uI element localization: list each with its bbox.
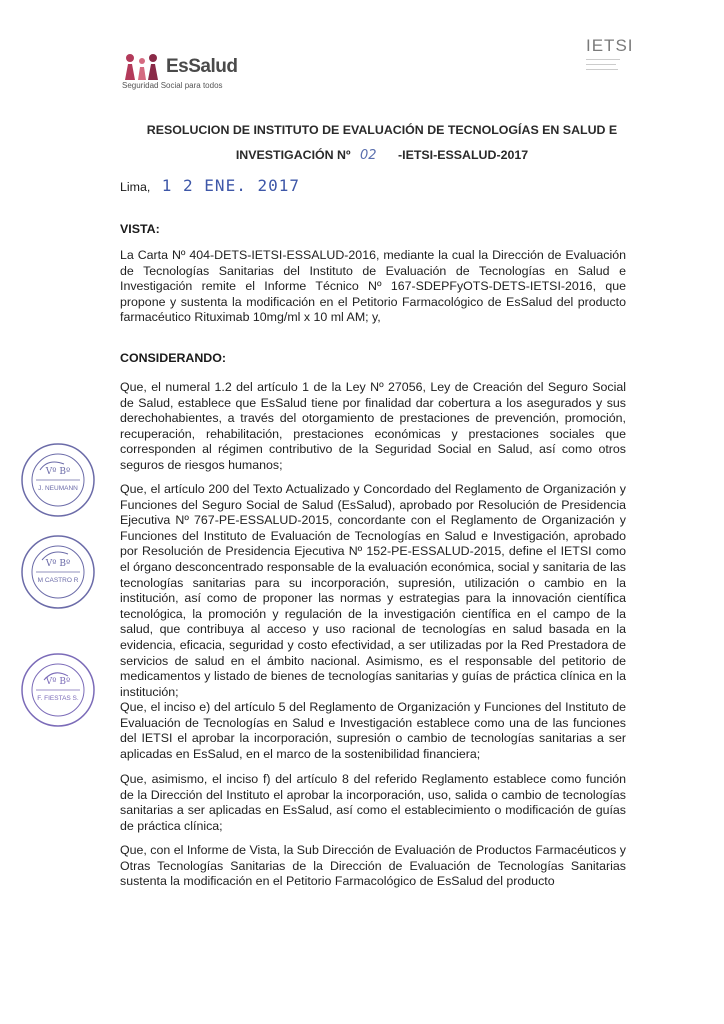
- considerando-paragraph: Que, asimismo, el inciso f) del artículo 8 del referido Reglamento establece como función de la Dirección del Instituto el aprobar la incorporación, uso, salida o cambio de tecnologías sanitarias a ser aplicadas en EsSalud, así como el establecimiento o modificación de guías de práctica clínica;: [120, 772, 626, 833]
- date-stamp: 1 2 ENE. 2017: [161, 176, 300, 195]
- ietsi-mark: [586, 36, 646, 86]
- resolution-number-handwritten: 02: [360, 148, 377, 163]
- approval-seal: [18, 440, 98, 520]
- title-line-1: RESOLUCION DE INSTITUTO DE EVALUACIÓN DE TECNOLOGÍAS EN SALUD E: [146, 123, 618, 137]
- logo-name: EsSalud: [166, 56, 238, 77]
- seal-top: Vº Bº: [45, 467, 71, 477]
- ietsi-mark-text: IETSI: [586, 36, 634, 55]
- logo-tagline: Seguridad Social para todos: [122, 81, 223, 90]
- considerando-paragraph: Que, el inciso e) del artículo 5 del Reglamento de Organización y Funciones del Instituto de Evaluación de Tecnologías en Salud e Investigación establece como una de las funciones del IETSI el aprobar la incorporación, supresión o cambio de tecnologías sanitarias a ser aplicadas en EsSalud, en el marco de la sostenibilidad financiera;: [120, 700, 626, 761]
- title-line-2-prefix: INVESTIGACIÓN Nº: [235, 148, 351, 162]
- approval-seal: [18, 532, 98, 612]
- ietsi-mark-lines: [586, 59, 646, 70]
- title-line-2-suffix: -IETSI-ESSALUD-2017: [398, 148, 529, 162]
- seal-top: Vº Bº: [45, 677, 71, 687]
- title-line-2: [100, 143, 664, 168]
- considerando-paragraph: Que, el artículo 200 del Texto Actualizado y Concordado del Reglamento de Organización y Funciones del Seguro Social de Salud (EsSalud), aprobado por Resolución de Presidencia Ejecutiva Nº 767-PE-ESSALUD-2015, concordante con el Reglamento de Organización y Funciones del Instituto de Evaluación de Tecnologías en Salud e Investigación, aprobado por Resolución de Presidencia Ejecutiva Nº 152-PE-ESSALUD-2015, define el IETSI como el órgano desconcentrado responsable de la evaluación económica, social y sanitaria de las tecnologías sanitarias para su incorporación, supresión, utilización o cambio en la institución, así como de proponer las normas y estrategias para la innovación científica tecnológica, la promoción y regulación de la investigación científica en el campo de la salud, que contribuya al acceso y uso racional de tecnologías en salud basada en la evidencia, eficacia, seguridad y costo efectividad, a ser utilizadas por la Red Prestadora de servicios de salud en el ámbito nacional. Asimismo, es el responsable del petitorio de medicamentos y listado de bienes de tecnologías sanitarias y guías de práctica clínica en la institución;: [120, 482, 626, 699]
- date-line: [120, 176, 300, 195]
- considerando-heading: CONSIDERANDO:: [120, 351, 227, 365]
- approval-seal: [18, 650, 98, 730]
- considerando-paragraph: Que, con el Informe de Vista, la Sub Dirección de Evaluación de Productos Farmacéuticos y Otras Tecnologías Sanitarias de la Dirección de Evaluación de Tecnologías Sanitarias sustenta la modificación en el Petitorio Farmacológico de EsSalud del producto: [120, 843, 626, 889]
- family-figures-icon: [122, 52, 166, 82]
- vista-heading: VISTA:: [120, 222, 160, 236]
- seal-name: J. NEUMANN: [38, 485, 78, 492]
- essalud-logo: [122, 50, 272, 100]
- seal-top: Vº Bº: [45, 559, 71, 569]
- vista-paragraph: La Carta Nº 404-DETS-IETSI-ESSALUD-2016, mediante la cual la Dirección de Evaluación de Tecnologías Sanitarias del Instituto de Evaluación de Tecnologías en Salud e Investigación remite el Informe Técnico Nº 167-SDEPFyOTS-DETS-IETSI-2016, que propone y sustenta la modificación en el Petitorio Farmacológico de EsSalud del producto farmacéutico Rituximab 10mg/ml x 10 ml AM; y,: [120, 248, 626, 325]
- seal-name: F. FIESTAS S.: [37, 695, 79, 702]
- considerando-paragraph: Que, el numeral 1.2 del artículo 1 de la Ley Nº 27056, Ley de Creación del Seguro Social de Salud, establece que EsSalud tiene por finalidad dar cobertura a los asegurados y sus derechohabientes, a través del otorgamiento de prestaciones de prevención, promoción, recuperación, rehabilitación, prestaciones económicas y prestaciones sociales que corresponden al régimen contributivo de la Seguridad Social en Salud, así como otros seguros de riesgos humanos;: [120, 380, 626, 472]
- date-place: Lima,: [120, 180, 151, 194]
- seal-name: M CASTRO R: [37, 577, 79, 584]
- resolution-title: [100, 118, 664, 168]
